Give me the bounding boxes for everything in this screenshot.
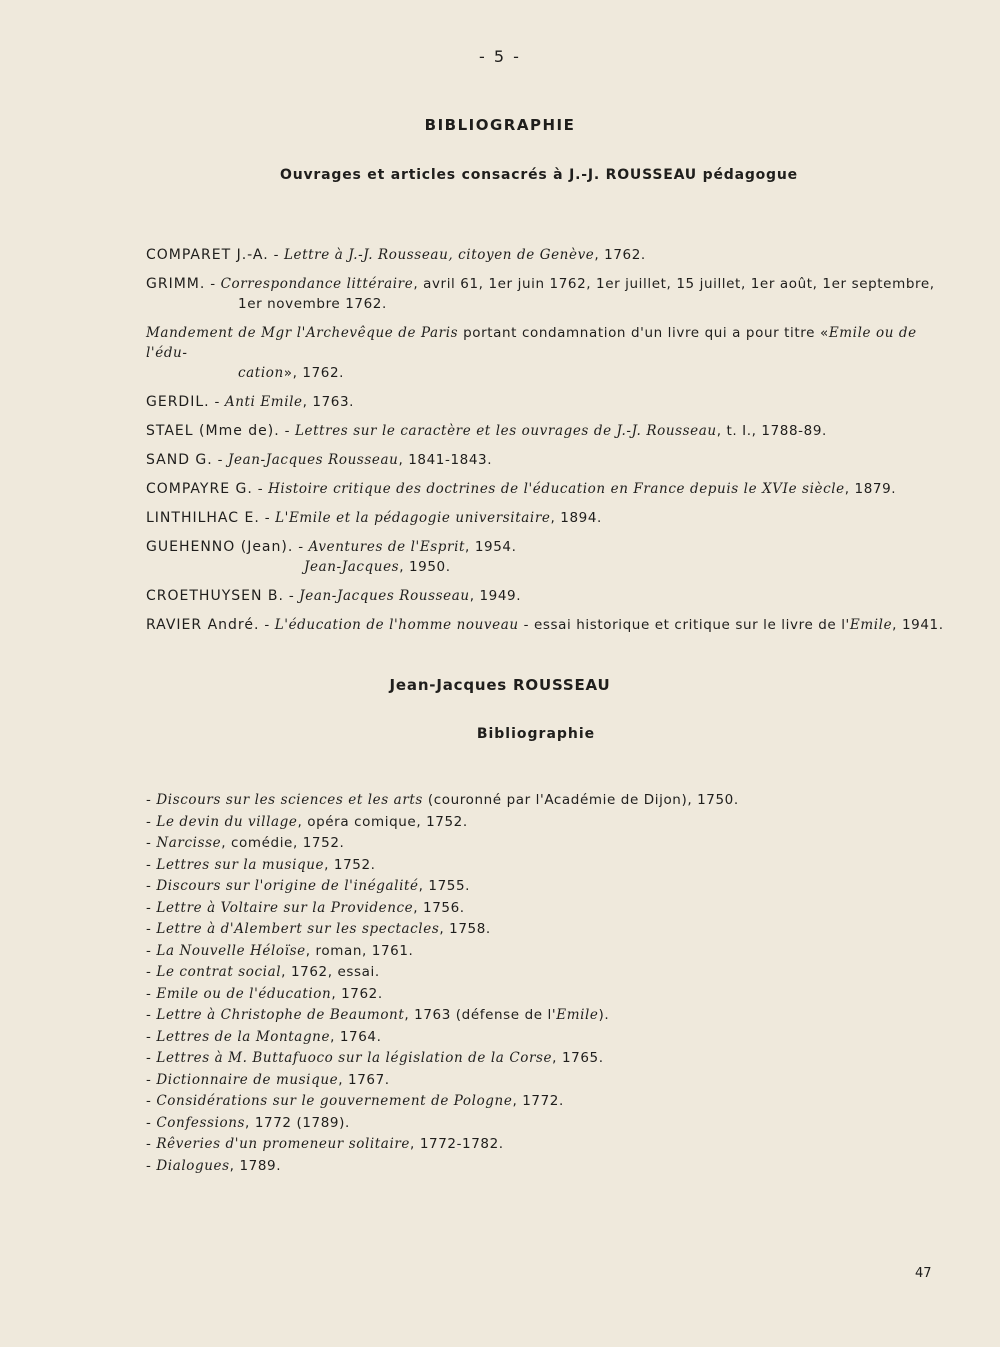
entry-author: GRIMM.: [146, 276, 206, 292]
work-title: La Nouvelle Héloïse: [156, 942, 306, 959]
entry-author: CROETHUYSEN B.: [146, 588, 284, 604]
entry-details: , 1763.: [302, 394, 355, 410]
entry-continuation-title: Jean-Jacques: [304, 559, 400, 575]
entry-title: Anti Emile: [224, 394, 303, 410]
list-item: - Dictionnaire de musique, 1767.: [146, 1071, 390, 1088]
list-item: - Lettre à d'Alembert sur les spectacles, 1758.: [146, 921, 491, 937]
work-details: (couronné par l'Académie de Dijon), 1750.: [422, 792, 739, 808]
entry-separator: -: [252, 481, 269, 497]
bibliography-entry: [146, 450, 946, 470]
entry-author: STAEL (Mme de).: [146, 423, 280, 439]
entry-details: , 1879.: [844, 481, 897, 497]
bibliography-entry: [146, 537, 946, 577]
bibliography-entry: [146, 479, 946, 499]
list-item: - Le contrat social, 1762, essai.: [146, 964, 380, 980]
work-details-end: ).: [598, 1007, 610, 1023]
entry-title: Aventures de l'Esprit: [308, 539, 466, 555]
bibliography-entry: [146, 615, 946, 635]
work-title: Discours sur les sciences et les arts: [156, 792, 423, 808]
work-title: Considérations sur le gouvernement de Pologne: [156, 1093, 513, 1109]
entry-separator: -: [259, 510, 276, 526]
list-item: - Considérations sur le gouvernement de Pologne, 1772.: [146, 1093, 564, 1109]
entry-author: SAND G.: [146, 452, 213, 468]
work-details: , 1767.: [338, 1071, 390, 1088]
list-item: - Lettres de la Montagne, 1764.: [146, 1028, 382, 1045]
list-item: - Confessions, 1772 (1789).: [146, 1114, 350, 1131]
entry-author: GERDIL.: [146, 394, 210, 410]
entry-details: , 1954.: [465, 539, 517, 555]
work-details: , 1765.: [552, 1050, 604, 1066]
entry-separator: -: [205, 276, 221, 292]
list-item: - Lettres sur la musique, 1752.: [146, 856, 376, 873]
entry-author: COMPARET J.-A.: [146, 247, 269, 263]
entry-continuation: 1er novembre 1762.: [238, 296, 387, 312]
entry-continuation: [146, 363, 946, 383]
entry-subtitle: Emile: [849, 617, 893, 633]
list-item: - Narcisse, comédie, 1752.: [146, 835, 345, 851]
entry-title: Histoire critique des doctrines de l'éducation en France depuis le XVIe siècle: [268, 481, 845, 497]
work-subtitle: Emile: [556, 1007, 599, 1023]
work-details: , 1772-1782.: [410, 1136, 504, 1152]
entry-continuation-title: cation: [238, 365, 284, 381]
bibliography-entry: [146, 508, 946, 528]
work-title: Emile ou de l'éducation: [156, 985, 332, 1002]
work-title: Dictionnaire de musique: [156, 1071, 339, 1088]
entry-title: Jean-Jacques Rousseau: [299, 588, 470, 604]
entry-title: Jean-Jacques Rousseau: [228, 452, 399, 468]
works-list: [146, 790, 946, 1177]
work-details: , 1755.: [418, 878, 471, 894]
page-title: BIBLIOGRAPHIE: [424, 116, 576, 134]
bibliography-entry: [146, 392, 946, 412]
section-subtitle-bibliographie: Bibliographie: [476, 726, 596, 742]
entry-details: , t. I., 1788-89.: [716, 423, 827, 439]
entry-separator: -: [293, 539, 309, 555]
list-item: - Lettres à M. Buttafuoco sur la législation de la Corse, 1765.: [146, 1050, 604, 1066]
entry-title: Lettre à J.-J. Rousseau, citoyen de Genève: [283, 247, 595, 263]
work-title: Le contrat social: [156, 964, 282, 980]
entry-details: - essai historique et critique sur le livre de l': [518, 617, 850, 633]
work-details: , 1772 (1789).: [245, 1114, 350, 1131]
entry-author: RAVIER André.: [146, 617, 260, 633]
work-details: , 1758.: [439, 921, 491, 937]
work-details: , 1762, essai.: [281, 964, 380, 980]
work-details: , 1762.: [331, 985, 383, 1002]
entry-continuation: [146, 557, 946, 577]
entry-details: , 1894.: [550, 510, 602, 526]
entry-separator: -: [283, 588, 300, 604]
entry-separator: -: [259, 617, 275, 633]
entry-separator: -: [209, 394, 225, 410]
list-item: - Dialogues, 1789.: [146, 1157, 282, 1174]
page-marker: - 5 -: [479, 47, 521, 66]
bibliography-entry: [146, 274, 946, 314]
page-number: 47: [915, 1266, 932, 1281]
work-title: Lettres sur la musique: [156, 856, 325, 873]
work-title: Lettres de la Montagne: [156, 1028, 331, 1045]
entry-title: Correspondance littéraire: [220, 276, 414, 292]
list-item: - Discours sur l'origine de l'inégalité, 1755.: [146, 878, 471, 894]
work-details: , 1756.: [413, 899, 465, 916]
work-details: , 1763 (défense de l': [404, 1007, 557, 1023]
entry-title: L'éducation de l'homme nouveau: [274, 617, 519, 633]
entry-details: , 1841-1843.: [398, 452, 493, 468]
list-item: - Lettre à Voltaire sur la Providence, 1756.: [146, 899, 465, 916]
work-title: Dialogues: [156, 1157, 230, 1174]
entry-title: Lettres sur le caractère et les ouvrages de J.-J. Rousseau: [294, 423, 717, 439]
work-details: , opéra comique, 1752.: [297, 813, 468, 830]
bibliography-entry: [146, 586, 946, 606]
entry-continuation-text: », 1762.: [283, 365, 345, 381]
entry-details: , 1762.: [594, 247, 646, 263]
work-title: Confessions: [156, 1114, 246, 1131]
bibliography-entry: [146, 421, 946, 441]
entry-subtitle: Emile ou de l'édu-: [146, 325, 917, 361]
bibliography-entry: [146, 323, 946, 383]
work-title: Lettre à d'Alembert sur les spectacles: [156, 921, 440, 937]
entry-separator: -: [268, 247, 284, 263]
entry-title: Mandement de Mgr l'Archevêque de Paris: [146, 325, 459, 341]
entry-details-end: , 1941.: [892, 617, 944, 633]
entry-author: LINTHILHAC E.: [146, 510, 260, 526]
work-details: , roman, 1761.: [305, 942, 414, 959]
entry-author: COMPAYRE G.: [146, 481, 253, 497]
bibliography-entries: [146, 245, 946, 644]
section-subtitle: Ouvrages et articles consacrés à J.-J. ROUSSEAU pédagogue: [280, 167, 798, 183]
entry-details: , avril 61, 1er juin 1762, 1er juillet, 15 juillet, 1er août, 1er septembre,: [413, 276, 935, 292]
entry-continuation-text: , 1950.: [399, 559, 451, 575]
entry-title: L'Emile et la pédagogie universitaire: [275, 510, 551, 526]
entry-author: GUEHENNO (Jean).: [146, 539, 294, 555]
work-title: Discours sur l'origine de l'inégalité: [156, 878, 419, 894]
work-title: Lettre à Christophe de Beaumont: [156, 1007, 405, 1023]
entry-details: , 1949.: [469, 588, 522, 604]
list-item: - Le devin du village, opéra comique, 1752.: [146, 813, 468, 830]
work-title: Lettres à M. Buttafuoco sur la législation de la Corse: [156, 1050, 553, 1066]
list-item: - Discours sur les sciences et les arts (couronné par l'Académie de Dijon), 1750.: [146, 792, 739, 808]
work-details: , 1772.: [512, 1093, 564, 1109]
entry-details: portant condamnation d'un livre qui a pour titre «: [458, 325, 829, 341]
list-item: - Lettre à Christophe de Beaumont, 1763 (défense de l'Emile).: [146, 1007, 610, 1023]
work-details: , 1789.: [229, 1157, 282, 1174]
work-details: , 1752.: [324, 856, 376, 873]
entry-separator: -: [279, 423, 295, 439]
work-title: Rêveries d'un promeneur solitaire: [156, 1136, 411, 1152]
list-item: - Emile ou de l'éducation, 1762.: [146, 985, 383, 1002]
entry-separator: -: [212, 452, 228, 468]
work-title: Lettre à Voltaire sur la Providence: [156, 899, 414, 916]
work-title: Le devin du village: [156, 813, 298, 830]
section-title: Jean-Jacques ROUSSEAU: [389, 676, 611, 694]
work-title: Narcisse: [156, 835, 222, 851]
list-item: - La Nouvelle Héloïse, roman, 1761.: [146, 942, 414, 959]
bibliography-entry: [146, 245, 946, 265]
work-details: , comédie, 1752.: [221, 835, 345, 851]
list-item: - Rêveries d'un promeneur solitaire, 1772-1782.: [146, 1136, 504, 1152]
work-details: , 1764.: [330, 1028, 382, 1045]
